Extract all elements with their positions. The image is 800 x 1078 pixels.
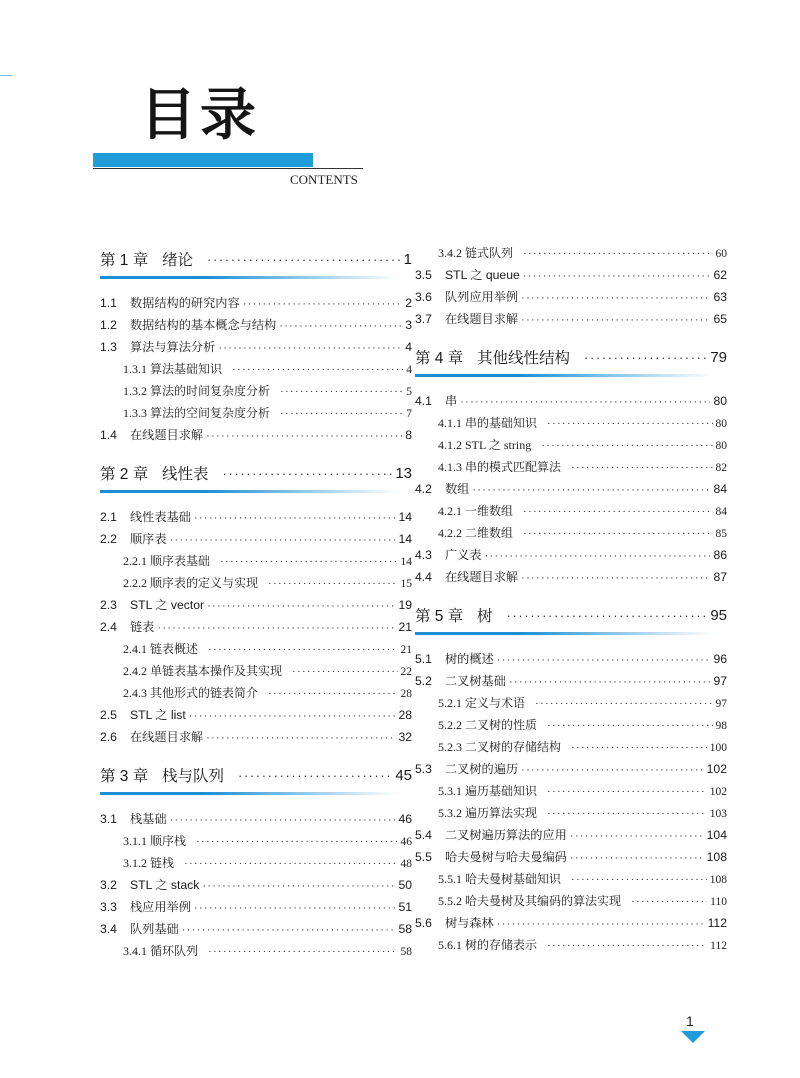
toc-dot-leader bbox=[157, 622, 395, 634]
toc-dot-leader bbox=[170, 534, 396, 546]
toc-entry-title: 树的概述 bbox=[445, 652, 494, 666]
toc-subsection[interactable] bbox=[415, 936, 727, 958]
toc-section[interactable] bbox=[100, 596, 412, 618]
toc-entry-title: 2.4.2 单链表基本操作及其实现 bbox=[123, 664, 283, 678]
toc-subsection[interactable] bbox=[415, 804, 727, 826]
toc-dot-leader bbox=[521, 292, 710, 304]
toc-entry-title: 顺序表 bbox=[130, 532, 167, 546]
toc-entry-title: 1.3.2 算法的时间复杂度分析 bbox=[123, 384, 271, 398]
title-accent-bar bbox=[93, 153, 313, 167]
toc-dot-leader bbox=[292, 666, 397, 678]
toc-section[interactable] bbox=[100, 316, 412, 338]
toc-entry-number: 第 3 章 bbox=[100, 768, 149, 785]
toc-chapter[interactable] bbox=[415, 600, 727, 630]
toc-entry-number: 3.5 bbox=[415, 268, 432, 282]
toc-chapter[interactable] bbox=[415, 342, 727, 372]
toc-dot-leader bbox=[207, 252, 401, 267]
toc-entry-title: 2.4.1 链表概述 bbox=[123, 642, 199, 656]
toc-subsection[interactable] bbox=[415, 782, 727, 804]
toc-dot-leader bbox=[206, 430, 402, 442]
toc-page-number: 46 bbox=[400, 836, 412, 848]
toc-entry-number: 5.5 bbox=[415, 850, 432, 864]
toc-subsection[interactable] bbox=[100, 360, 412, 382]
toc-entry-title: 绪论 bbox=[162, 252, 194, 269]
toc-entry-title: 4.1.2 STL 之 string bbox=[438, 438, 532, 452]
toc-entry-number: 3.7 bbox=[415, 312, 432, 326]
toc-entry-title: 哈夫曼树与哈夫曼编码 bbox=[445, 850, 567, 864]
toc-entry-title: 在线题目求解 bbox=[445, 312, 519, 326]
toc-page-number: 85 bbox=[715, 528, 727, 540]
toc-page-number: 97 bbox=[715, 698, 727, 710]
toc-section[interactable] bbox=[100, 810, 412, 832]
toc-page-number: 97 bbox=[713, 674, 727, 688]
toc-page-number: 1 bbox=[403, 250, 412, 268]
toc-subsection[interactable] bbox=[415, 738, 727, 760]
toc-subsection[interactable] bbox=[100, 404, 412, 426]
chapter-gap bbox=[100, 448, 412, 458]
toc-entry-title: 在线题目求解 bbox=[445, 570, 519, 584]
toc-subsection[interactable] bbox=[415, 524, 727, 546]
chapter-underline-bar bbox=[100, 792, 400, 795]
toc-section[interactable] bbox=[415, 848, 727, 870]
toc-entry-number: 2.6 bbox=[100, 730, 117, 744]
toc-dot-leader bbox=[194, 902, 396, 914]
toc-dot-leader bbox=[170, 814, 396, 826]
toc-dot-leader bbox=[523, 528, 712, 540]
toc-dot-leader bbox=[571, 742, 707, 754]
toc-dot-leader bbox=[521, 572, 710, 584]
toc-dot-leader bbox=[571, 462, 712, 474]
toc-section[interactable] bbox=[415, 266, 727, 288]
toc-chapter[interactable] bbox=[100, 458, 412, 488]
toc-entry-title: 广义表 bbox=[445, 548, 482, 562]
toc-entry-number: 5.6 bbox=[415, 916, 432, 930]
toc-entry-title: 栈应用举例 bbox=[130, 900, 191, 914]
toc-dot-leader bbox=[460, 396, 710, 408]
toc-subsection[interactable] bbox=[415, 502, 727, 524]
toc-entry-title: 线性表 bbox=[162, 466, 209, 483]
toc-dot-leader bbox=[194, 512, 396, 524]
toc-section[interactable] bbox=[100, 508, 412, 530]
toc-entry-title: 数组 bbox=[445, 482, 470, 496]
toc-page-number: 79 bbox=[710, 348, 727, 366]
toc-entry-number: 第 5 章 bbox=[415, 608, 464, 625]
toc-dot-leader bbox=[279, 320, 402, 332]
toc-section[interactable] bbox=[100, 876, 412, 898]
toc-entry-number: 3.2 bbox=[100, 878, 117, 892]
toc-entry-number: 5.3 bbox=[415, 762, 432, 776]
toc-entry-title: STL 之 vector bbox=[130, 598, 205, 612]
toc-dot-leader bbox=[280, 408, 403, 420]
chapter-underline-bar bbox=[100, 276, 400, 279]
page-subtitle: CONTENTS bbox=[290, 172, 358, 187]
toc-page-number: 4 bbox=[405, 340, 412, 354]
toc-section[interactable] bbox=[415, 760, 727, 782]
toc-dot-leader bbox=[547, 720, 712, 732]
toc-page-number: 32 bbox=[398, 730, 412, 744]
toc-page-number: 46 bbox=[398, 812, 412, 826]
toc-entry-number: 2.4 bbox=[100, 620, 117, 634]
toc-dot-leader bbox=[547, 418, 712, 430]
toc-entry-title: 2.2.2 顺序表的定义与实现 bbox=[123, 576, 259, 590]
toc-page-number: 108 bbox=[709, 874, 727, 886]
toc-page-number: 84 bbox=[713, 482, 727, 496]
toc-entry-title: 5.2.3 二叉树的存储结构 bbox=[438, 740, 562, 754]
toc-section[interactable] bbox=[415, 288, 727, 310]
toc-entry-title: 4.1.1 串的基础知识 bbox=[438, 416, 538, 430]
toc-entry-title: 4.1.3 串的模式匹配算法 bbox=[438, 460, 562, 474]
toc-page-number: 112 bbox=[707, 916, 727, 930]
toc-subsection[interactable] bbox=[415, 716, 727, 738]
toc-entry-number: 4.4 bbox=[415, 570, 432, 584]
toc-entry-number: 3.6 bbox=[415, 290, 432, 304]
toc-section[interactable] bbox=[415, 672, 727, 694]
toc-dot-leader bbox=[196, 836, 397, 848]
toc-entry-title: STL 之 queue bbox=[445, 268, 520, 282]
toc-dot-leader bbox=[541, 440, 712, 452]
toc-dot-leader bbox=[207, 600, 395, 612]
toc-page-number: 62 bbox=[713, 268, 727, 282]
toc-entry-title: 串 bbox=[445, 394, 458, 408]
toc-page-number: 28 bbox=[398, 708, 412, 722]
toc-section[interactable] bbox=[100, 426, 412, 448]
toc-page-number: 86 bbox=[713, 548, 727, 562]
toc-entry-number: 1.2 bbox=[100, 318, 117, 332]
toc-dot-leader bbox=[547, 786, 707, 798]
toc-entry-title: STL 之 stack bbox=[130, 878, 200, 892]
toc-page-number: 87 bbox=[713, 570, 727, 584]
toc-page-number: 7 bbox=[406, 408, 412, 420]
toc-page-number: 21 bbox=[400, 644, 412, 656]
toc-dot-leader bbox=[220, 556, 397, 568]
toc-entry-title: 算法与算法分析 bbox=[130, 340, 216, 354]
toc-dot-leader bbox=[507, 608, 708, 623]
toc-dot-leader bbox=[521, 314, 710, 326]
toc-page-number: 108 bbox=[706, 850, 727, 864]
toc-page-number: 22 bbox=[400, 666, 412, 678]
toc-page-number: 103 bbox=[709, 808, 727, 820]
toc-page-number: 58 bbox=[400, 946, 412, 958]
toc-section[interactable] bbox=[100, 294, 412, 316]
toc-page-number: 98 bbox=[715, 720, 727, 732]
chapter-gap bbox=[415, 590, 727, 600]
toc-entry-number: 第 1 章 bbox=[100, 252, 149, 269]
toc-entry-title: 5.3.1 遍历基础知识 bbox=[438, 784, 538, 798]
toc-section[interactable] bbox=[415, 310, 727, 332]
chapter-gap bbox=[415, 332, 727, 342]
toc-entry-number: 3.4 bbox=[100, 922, 117, 936]
toc-entry-number: 2.5 bbox=[100, 708, 117, 722]
toc-subsection[interactable] bbox=[415, 892, 727, 914]
toc-entry-title: 3.1.2 链栈 bbox=[123, 856, 175, 870]
toc-page-number: 28 bbox=[400, 688, 412, 700]
toc-section[interactable] bbox=[415, 392, 727, 414]
toc-entry-title: 二叉树的遍历 bbox=[445, 762, 519, 776]
toc-dot-leader bbox=[182, 924, 396, 936]
toc-page-number: 82 bbox=[715, 462, 727, 474]
toc-subsection[interactable] bbox=[100, 832, 412, 854]
toc-entry-number: 4.3 bbox=[415, 548, 432, 562]
toc-dot-leader bbox=[232, 364, 403, 376]
toc-subsection[interactable] bbox=[415, 694, 727, 716]
toc-page-number: 102 bbox=[709, 786, 727, 798]
toc-subsection[interactable] bbox=[100, 574, 412, 596]
toc-entry-title: 在线题目求解 bbox=[130, 730, 204, 744]
toc-subsection[interactable] bbox=[100, 382, 412, 404]
toc-entry-title: 5.5.1 哈夫曼树基础知识 bbox=[438, 872, 562, 886]
toc-entry-number: 1.3 bbox=[100, 340, 117, 354]
toc-entry-title: 队列基础 bbox=[130, 922, 179, 936]
toc-subsection[interactable] bbox=[100, 552, 412, 574]
title-underline bbox=[93, 168, 363, 169]
corner-mark bbox=[0, 75, 12, 76]
toc-entry-number: 4.1 bbox=[415, 394, 432, 408]
toc-dot-leader bbox=[238, 768, 392, 783]
toc-left-column bbox=[100, 244, 412, 964]
toc-entry-number: 4.2 bbox=[415, 482, 432, 496]
toc-page-number: 48 bbox=[400, 858, 412, 870]
toc-page-number: 60 bbox=[715, 248, 727, 260]
chapter-underline-bar bbox=[100, 490, 400, 493]
toc-entry-title: STL 之 list bbox=[130, 708, 186, 722]
toc-dot-leader bbox=[631, 896, 707, 908]
toc-section[interactable] bbox=[100, 338, 412, 360]
toc-page-number: 15 bbox=[400, 578, 412, 590]
toc-dot-leader bbox=[521, 764, 704, 776]
toc-dot-leader bbox=[523, 248, 712, 260]
toc-dot-leader bbox=[584, 350, 707, 365]
toc-dot-leader bbox=[208, 946, 397, 958]
toc-dot-leader bbox=[223, 466, 393, 481]
toc-dot-leader bbox=[570, 852, 704, 864]
toc-section[interactable] bbox=[100, 920, 412, 942]
toc-page-number: 65 bbox=[713, 312, 727, 326]
toc-page-number: 8 bbox=[405, 428, 412, 442]
toc-page-number: 110 bbox=[710, 896, 727, 908]
toc-page-number: 3 bbox=[405, 318, 412, 332]
toc-page-number: 95 bbox=[710, 606, 727, 624]
toc-dot-leader bbox=[206, 732, 395, 744]
toc-dot-leader bbox=[547, 940, 707, 952]
toc-subsection[interactable] bbox=[415, 458, 727, 480]
toc-page-number: 45 bbox=[395, 766, 412, 784]
toc-page-number: 4 bbox=[406, 364, 412, 376]
toc-dot-leader bbox=[243, 298, 403, 310]
toc-entry-title: 5.5.2 哈夫曼树及其编码的算法实现 bbox=[438, 894, 622, 908]
toc-dot-leader bbox=[570, 830, 704, 842]
toc-subsection[interactable] bbox=[100, 640, 412, 662]
toc-entry-title: 5.2.1 定义与术语 bbox=[438, 696, 526, 710]
toc-entry-number: 1.4 bbox=[100, 428, 117, 442]
toc-page-number: 14 bbox=[400, 556, 412, 568]
toc-dot-leader bbox=[509, 676, 711, 688]
toc-entry-title: 链表 bbox=[130, 620, 155, 634]
toc-subsection[interactable] bbox=[415, 436, 727, 458]
toc-page-number: 50 bbox=[398, 878, 412, 892]
toc-section[interactable] bbox=[415, 568, 727, 590]
toc-entry-title: 数据结构的基本概念与结构 bbox=[130, 318, 277, 332]
toc-section[interactable] bbox=[100, 728, 412, 750]
toc-page-number: 80 bbox=[715, 440, 727, 452]
toc-page-number: 2 bbox=[405, 296, 412, 310]
toc-dot-leader bbox=[218, 342, 402, 354]
toc-section[interactable] bbox=[415, 546, 727, 568]
toc-section[interactable] bbox=[415, 826, 727, 848]
toc-dot-leader bbox=[268, 578, 397, 590]
toc-dot-leader bbox=[535, 698, 712, 710]
toc-subsection[interactable] bbox=[415, 244, 727, 266]
toc-right-column bbox=[415, 244, 727, 958]
toc-subsection[interactable] bbox=[100, 684, 412, 706]
toc-entry-title: 2.2.1 顺序表基础 bbox=[123, 554, 211, 568]
toc-dot-leader bbox=[184, 858, 397, 870]
toc-page-number: 14 bbox=[398, 510, 412, 524]
toc-entry-title: 其他线性结构 bbox=[477, 350, 571, 367]
toc-page-number: 51 bbox=[398, 900, 412, 914]
toc-page-number: 104 bbox=[706, 828, 727, 842]
toc-entry-title: 1.3.1 算法基础知识 bbox=[123, 362, 223, 376]
toc-dot-leader bbox=[208, 644, 397, 656]
toc-entry-title: 二叉树基础 bbox=[445, 674, 506, 688]
toc-page-number: 5 bbox=[406, 386, 412, 398]
toc-entry-title: 4.2.2 二维数组 bbox=[438, 526, 514, 540]
toc-entry-title: 3.4.2 链式队列 bbox=[438, 246, 514, 260]
toc-dot-leader bbox=[571, 874, 707, 886]
toc-entry-number: 第 4 章 bbox=[415, 350, 464, 367]
toc-entry-title: 树与森林 bbox=[445, 916, 494, 930]
toc-entry-number: 3.1 bbox=[100, 812, 117, 826]
toc-entry-title: 5.2.2 二叉树的性质 bbox=[438, 718, 538, 732]
toc-page-number: 112 bbox=[710, 940, 727, 952]
toc-dot-leader bbox=[497, 654, 711, 666]
toc-entry-title: 5.6.1 树的存储表示 bbox=[438, 938, 538, 952]
toc-page-number: 80 bbox=[713, 394, 727, 408]
chapter-underline-bar bbox=[415, 632, 715, 635]
toc-section[interactable] bbox=[100, 706, 412, 728]
chapter-underline-bar bbox=[415, 374, 715, 377]
toc-dot-leader bbox=[280, 386, 403, 398]
toc-entry-title: 线性表基础 bbox=[130, 510, 191, 524]
toc-entry-title: 3.1.1 顺序栈 bbox=[123, 834, 187, 848]
toc-subsection[interactable] bbox=[415, 414, 727, 436]
toc-subsection[interactable] bbox=[100, 942, 412, 964]
toc-page-number: 100 bbox=[709, 742, 727, 754]
page-number: 1 bbox=[686, 1013, 694, 1029]
toc-entry-number: 2.2 bbox=[100, 532, 117, 546]
toc-entry-title: 树 bbox=[477, 608, 493, 625]
toc-dot-leader bbox=[523, 506, 712, 518]
toc-section[interactable] bbox=[100, 898, 412, 920]
toc-dot-leader bbox=[497, 918, 705, 930]
toc-page-number: 14 bbox=[398, 532, 412, 546]
toc-page-number: 80 bbox=[715, 418, 727, 430]
toc-entry-title: 数据结构的研究内容 bbox=[130, 296, 240, 310]
toc-page-number: 13 bbox=[395, 464, 412, 482]
toc-entry-title: 队列应用举例 bbox=[445, 290, 519, 304]
toc-entry-title: 在线题目求解 bbox=[130, 428, 204, 442]
toc-dot-leader bbox=[268, 688, 397, 700]
toc-entry-title: 栈基础 bbox=[130, 812, 167, 826]
toc-entry-title: 5.3.2 遍历算法实现 bbox=[438, 806, 538, 820]
toc-dot-leader bbox=[523, 270, 711, 282]
toc-entry-number: 5.1 bbox=[415, 652, 432, 666]
chapter-gap bbox=[100, 750, 412, 760]
toc-dot-leader bbox=[485, 550, 711, 562]
toc-page-number: 21 bbox=[398, 620, 412, 634]
toc-dot-leader bbox=[189, 710, 396, 722]
toc-entry-number: 第 2 章 bbox=[100, 466, 149, 483]
toc-section[interactable] bbox=[415, 650, 727, 672]
toc-page-number: 58 bbox=[398, 922, 412, 936]
toc-page-number: 96 bbox=[713, 652, 727, 666]
toc-subsection[interactable] bbox=[100, 662, 412, 684]
toc-entry-title: 4.2.1 一维数组 bbox=[438, 504, 514, 518]
toc-entry-number: 5.4 bbox=[415, 828, 432, 842]
toc-section[interactable] bbox=[100, 618, 412, 640]
toc-entry-number: 1.1 bbox=[100, 296, 117, 310]
toc-entry-title: 二叉树遍历算法的应用 bbox=[445, 828, 567, 842]
toc-entry-number: 2.1 bbox=[100, 510, 117, 524]
toc-page-number: 63 bbox=[713, 290, 727, 304]
toc-section[interactable] bbox=[415, 914, 727, 936]
toc-dot-leader bbox=[547, 808, 707, 820]
toc-entry-number: 2.3 bbox=[100, 598, 117, 612]
toc-page-number: 19 bbox=[398, 598, 412, 612]
toc-chapter[interactable] bbox=[100, 760, 412, 790]
page-title: 目录 bbox=[140, 83, 260, 148]
page-arrow-icon bbox=[681, 1031, 705, 1043]
toc-entry-number: 5.2 bbox=[415, 674, 432, 688]
toc-subsection[interactable] bbox=[100, 854, 412, 876]
toc-section[interactable] bbox=[415, 480, 727, 502]
toc-subsection[interactable] bbox=[415, 870, 727, 892]
toc-page-number: 102 bbox=[706, 762, 727, 776]
toc-entry-title: 栈与队列 bbox=[162, 768, 225, 785]
toc-dot-leader bbox=[472, 484, 710, 496]
toc-dot-leader bbox=[202, 880, 395, 892]
toc-chapter[interactable] bbox=[100, 244, 412, 274]
toc-page-number: 84 bbox=[715, 506, 727, 518]
toc-entry-number: 3.3 bbox=[100, 900, 117, 914]
toc-entry-title: 3.4.1 循环队列 bbox=[123, 944, 199, 958]
toc-entry-title: 1.3.3 算法的空间复杂度分析 bbox=[123, 406, 271, 420]
toc-entry-title: 2.4.3 其他形式的链表简介 bbox=[123, 686, 259, 700]
toc-section[interactable] bbox=[100, 530, 412, 552]
